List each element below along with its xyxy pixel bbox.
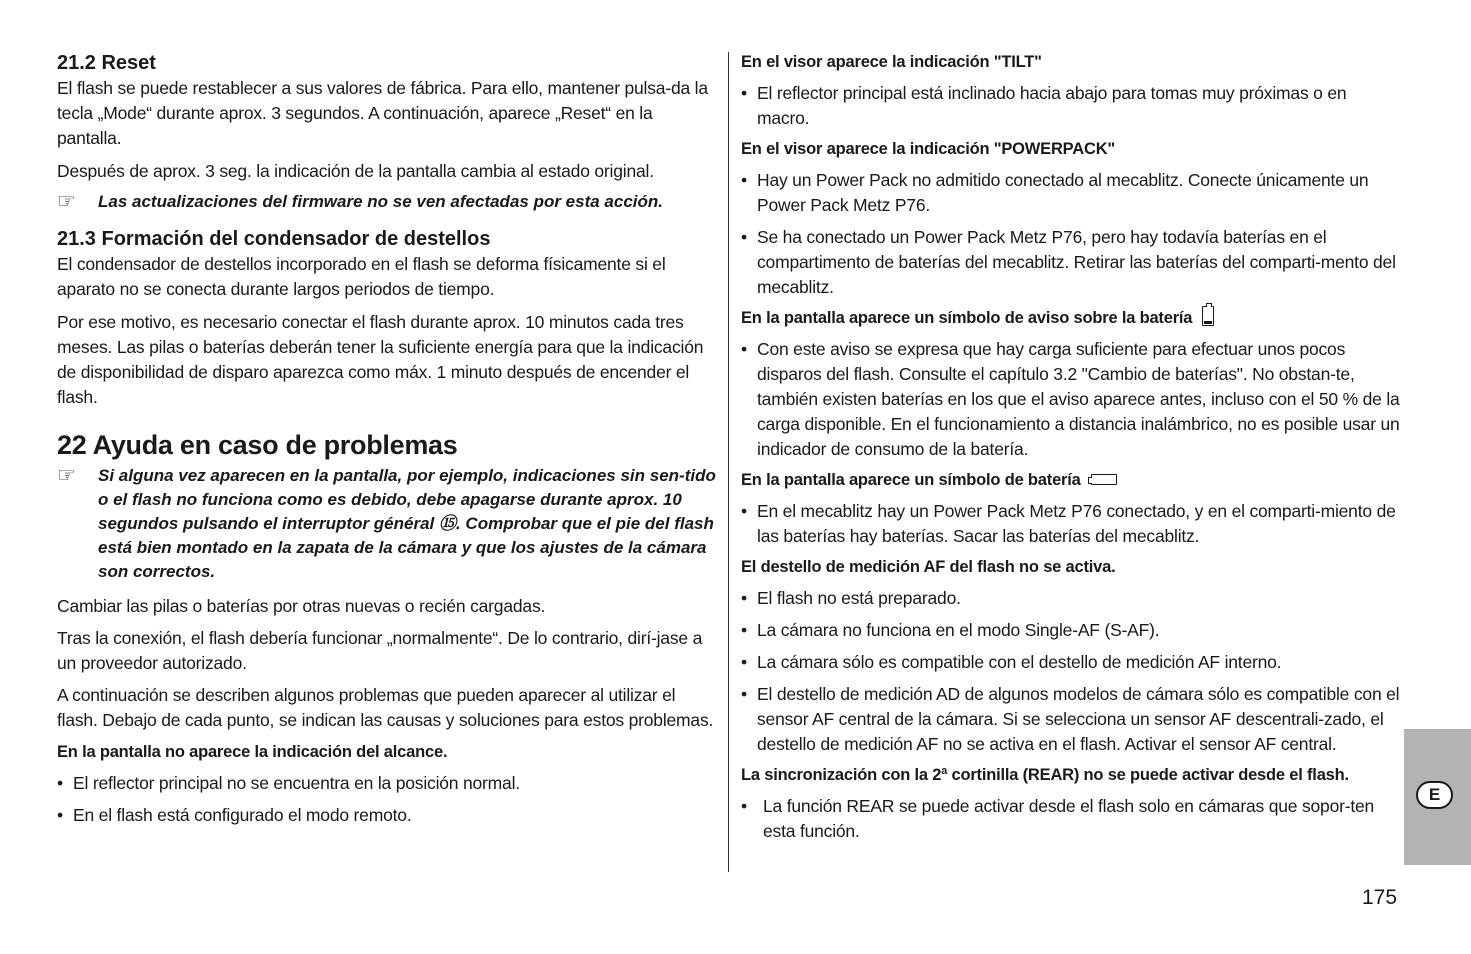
list-item: • La cámara sólo es compatible con el destello de medición AF interno. (741, 650, 1403, 675)
cause-list (741, 794, 1403, 844)
problem-heading (741, 468, 1403, 492)
note (57, 464, 717, 584)
cause-list (741, 168, 1403, 300)
problem-heading: La sincronización con la 2ª cortinilla (REAR) no se puede activar desde el flash. (741, 766, 1349, 784)
list-item: • El reflector principal no se encuentra en la posición normal. (57, 771, 717, 796)
list-item: • Se ha conectado un Power Pack Metz P76, pero hay todavía baterías en el compartimento de baterías del mecablitz. Retirar las baterías del comparti-mento del mecablitz. (741, 225, 1403, 300)
list-item: • La función REAR se puede activar desde el flash solo en cámaras que sopor-ten esta función. (741, 794, 1403, 844)
pointing-hand-icon: ☞ (57, 464, 76, 487)
pointing-hand-icon: ☞ (57, 190, 76, 213)
note-text: Las actualizaciones del firmware no se ven afectadas por esta acción. (98, 192, 664, 211)
note (57, 190, 717, 214)
cause-list (741, 499, 1403, 549)
problem-heading: En la pantalla no aparece la indicación del alcance. (57, 743, 448, 761)
problem-heading: En el visor aparece la indicación "TILT" (741, 53, 1042, 71)
list-item: • Con este aviso se expresa que hay carga suficiente para efectuar unos pocos disparos del flash. Consulte el capítulo 3.2 "Cambio de baterías". No obstan-te, también existen baterías en los que el aviso aparece antes, incluso con el 50 % de la carga disponible. En el funcionamiento a distancia inalámbrico, no es posible usar un indicador de consumo de la batería. (741, 337, 1403, 462)
language-badge: E (1416, 781, 1453, 809)
section-heading-21-3: 21.3 Formación del condensador de destellos (57, 228, 491, 250)
problem-heading (741, 306, 1403, 330)
list-item: • El reflector principal está inclinado hacia abajo para tomas muy próximas o en macro. (741, 81, 1403, 131)
right-column (741, 50, 1403, 844)
note-text: Si alguna vez aparecen en la pantalla, por ejemplo, indicaciones sin sen-tido o el flash no funciona como es debido, debe apagarse durante aprox. 10 segundos pulsando el interruptor général ⑮. Comprobar que el pie del flash está bien montado en la zapata de la cámara y que los ajustes de la cámara son correctos. (98, 466, 716, 581)
list-item: • En el flash está configurado el modo remoto. (57, 803, 717, 828)
list-item: • Hay un Power Pack no admitido conectado al mecablitz. Conecte únicamente un Power Pack Metz P76. (741, 168, 1403, 218)
page-number: 175 (1362, 886, 1398, 909)
paragraph: A continuación se describen algunos problemas que pueden aparecer al utilizar el flash. Debajo de cada punto, se indican las causas y soluciones para estos problemas. (57, 685, 714, 730)
battery-warning-icon (1202, 306, 1214, 326)
battery-empty-icon (1091, 474, 1117, 485)
section-heading-21-2: 21.2 Reset (57, 52, 156, 74)
list-item: • La cámara no funciona en el modo Single-AF (S-AF). (741, 618, 1403, 643)
list-item: • El flash no está preparado. (741, 586, 1403, 611)
language-tab (1404, 729, 1471, 865)
paragraph: El condensador de destellos incorporado en el flash se deforma físicamente si el aparato no se conecta durante largos periodos de tiempo. (57, 254, 666, 299)
cause-list (741, 337, 1403, 462)
list-item: • El destello de medición AD de algunos modelos de cámara sólo es compatible con el sensor AF central de la cámara. Si se selecciona un sensor AF descentrali-zado, el destello de medición AF no se activa en el flash. Activar el sensor AF central. (741, 682, 1403, 757)
problem-heading-text: En la pantalla aparece un símbolo de aviso sobre la batería (741, 309, 1193, 327)
cause-list (57, 771, 717, 828)
paragraph: Por ese motivo, es necesario conectar el flash durante aprox. 10 minutos cada tres meses. Las pilas o baterías deberán tener la suficiente energía para que la indicación de disponibilidad de disparo aparezca como máx. 1 minuto después de encender el flash. (57, 312, 704, 407)
problem-heading-text: En la pantalla aparece un símbolo de batería (741, 471, 1081, 489)
list-item: • En el mecablitz hay un Power Pack Metz P76 conectado, y en el comparti-miento de las baterías hay baterías. Sacar las baterías del mecablitz. (741, 499, 1403, 549)
chapter-heading-22: 22 Ayuda en caso de problemas (57, 430, 458, 460)
left-column (57, 50, 717, 828)
column-divider (728, 52, 729, 872)
cause-list (741, 81, 1403, 131)
problem-heading: El destello de medición AF del flash no se activa. (741, 558, 1116, 576)
paragraph: Tras la conexión, el flash debería funcionar „normalmente“. De lo contrario, dirí-jase a un proveedor autorizado. (57, 628, 703, 673)
paragraph: El flash se puede restablecer a sus valores de fábrica. Para ello, mantener pulsa-da la tecla „Mode“ durante aprox. 3 segundos. A continuación, aparece „Reset“ en la pantalla. (57, 78, 708, 148)
paragraph: Cambiar las pilas o baterías por otras nuevas o recién cargadas. (57, 596, 546, 616)
paragraph: Después de aprox. 3 seg. la indicación de la pantalla cambia al estado original. (57, 161, 654, 181)
problem-heading: En el visor aparece la indicación "POWERPACK" (741, 140, 1116, 158)
cause-list (741, 586, 1403, 757)
